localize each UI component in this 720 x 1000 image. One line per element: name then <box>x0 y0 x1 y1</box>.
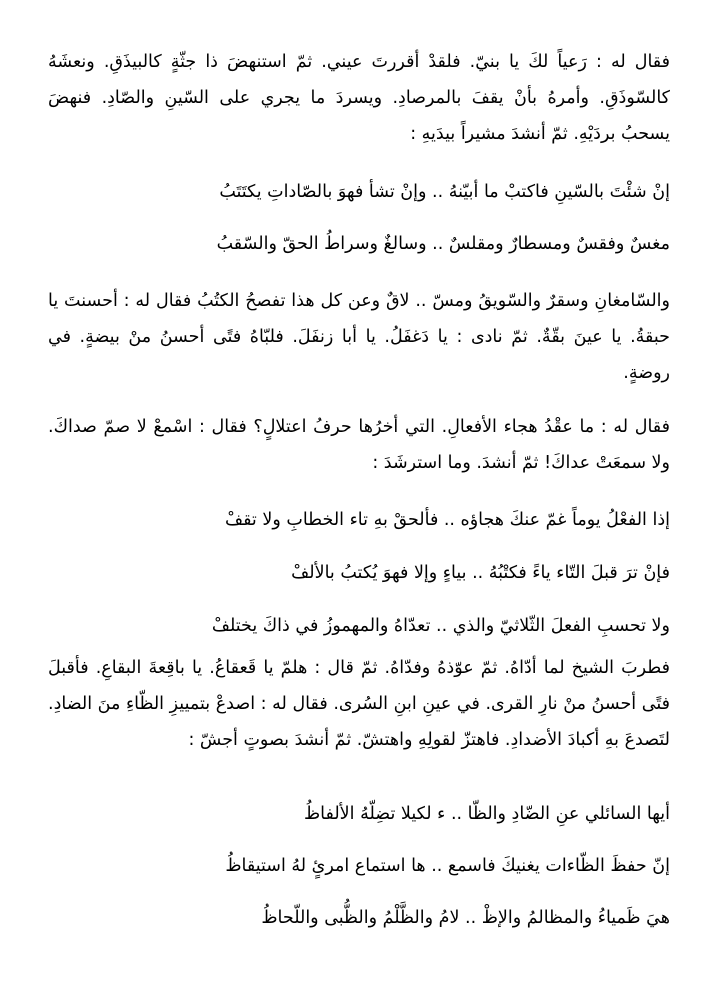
prose-paragraph-4: فطربَ الشيخ لما أدّاهُ. ثمّ عوّذهُ وفدّاهُ. ثمّ قال : هلمّ يا قَعقاعُ. يا باقِعةَ البقاعِ. فأقبلَ فتًى أحسنُ منْ نارِ القرى. في عينِ ابنِ السُرى. فقال له : اصدعْ بتمييزِ الظّاءِ منَ الضادِ. لتَصدعَ بهِ أكبادَ الأضدادِ. فاهتزّ لقولِهِ واهتشّ. ثمّ أنشدَ بصوتٍ أجشّ : <box>48 658 670 750</box>
verse-line-2: مغسٌ وفقسٌ ومسطارٌ ومقلسٌ .. وسالغٌ وسراطُ الحقّ والسّقبُ <box>216 234 670 254</box>
verse-line-3: إذا الفعْلُ يوماً غمّ عنكَ هجاؤه .. فألحقْ بهِ تاء الخطابِ ولا تقفْ <box>224 510 670 530</box>
prose-paragraph-1: فقال له : رَعياً لكَ يا بنيّ. فلقدْ أقررتَ عيني. ثمّ استنهضَ ذا جثّةٍ كالبيذَقِ. ونعشَهُ كالسّوذَقِ. وأمرهُ بأنْ يقفَ بالمرصادِ. ويسردَ ما يجري على السّينِ والصّادِ. فنهضَ يسحبُ بردَيْهِ. ثمّ أنشدَ مشيراً بيدَيهِ : <box>48 52 670 144</box>
verse-line-1: إنْ شئْتَ بالسّينِ فاكتبْ ما أبيّنهُ .. وإنْ تشأ فهوَ بالصّاداتِ يكتَتَبُ <box>219 182 670 202</box>
verse-line-5: ولا تحسبِ الفعلَ الثّلاثيّ والذي .. تعدّاهُ والمهموزُ في ذاكَ يختلفْ <box>211 616 670 636</box>
verse-line-7: إنّ حفظَ الظّاءات يغنيكَ فاسمع .. ها استماع امرئٍ لهُ استيقاظُ <box>225 856 670 876</box>
verse-line-6: أيها السائلي عنِ الضّادِ والظّا .. ء لكيلا تضِلّهُ الألفاظُ <box>303 804 670 824</box>
verse-line-4: فإنْ ترَ قبلَ التّاء ياءً فكتْبُهُ .. بياءٍ وإلا فهوَ يُكتبُ بالألفْ <box>291 563 670 583</box>
prose-paragraph-3: فقال له : ما عقْدُ هجاء الأفعالِ. التي أخرُها حرفُ اعتلالٍ؟ فقال : اسْمعْ لا صمّ صداكَ. ولا سمعَتْ عداكَ! ثمّ أنشدَ. وما استرشَدَ : <box>48 417 670 473</box>
prose-paragraph-2: والسّامغانِ وسقرٌ والسّويقُ ومسّ .. لاقٌ وعن كل هذا تفصحُ الكتُبُ فقال له : أحسنتَ يا حبقةُ. يا عينَ بقّةٌ. ثمّ نادى : يا دَغفَلُ. يا أبا زنفَلَ. فلبّاهُ فتًى أحسنُ منْ بيضةٍ. في روضةٍ. <box>48 291 670 383</box>
verse-line-8: هيَ ظَمياءُ والمظالمُ والإظْ .. لامُ والظَّلْمُ والظُّبى واللّحاظُ <box>261 908 670 928</box>
